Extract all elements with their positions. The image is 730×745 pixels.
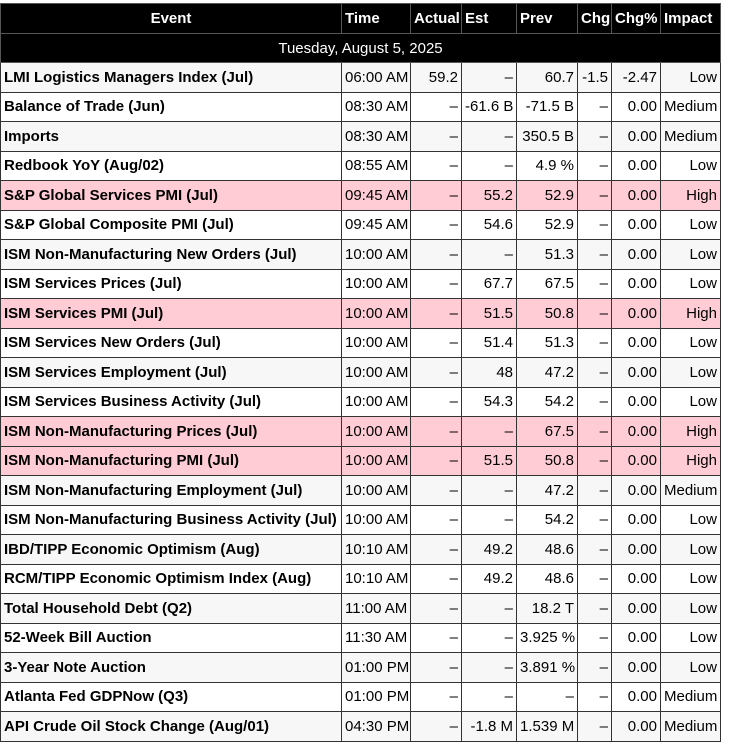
event-prev: 48.6	[517, 535, 578, 565]
event-actual: –	[411, 358, 462, 388]
event-chg-pct: 0.00	[612, 446, 661, 476]
date-group-row	[1, 34, 721, 63]
column-header-chg-pct[interactable]: Chg%	[612, 4, 661, 34]
event-time: 10:10 AM	[342, 535, 411, 565]
event-est: 49.2	[462, 564, 517, 594]
event-chg-pct: 0.00	[612, 535, 661, 565]
event-est: –	[462, 417, 517, 447]
event-actual: –	[411, 151, 462, 181]
table-row[interactable]	[1, 92, 721, 122]
event-actual: –	[411, 712, 462, 742]
column-header-actual[interactable]: Actual	[411, 4, 462, 34]
column-header-est[interactable]: Est	[462, 4, 517, 34]
event-chg-pct: 0.00	[612, 417, 661, 447]
event-chg-pct: 0.00	[612, 269, 661, 299]
event-impact: Low	[661, 63, 721, 93]
event-prev: 47.2	[517, 476, 578, 506]
event-impact: Low	[661, 151, 721, 181]
event-chg: –	[578, 653, 612, 683]
event-actual: –	[411, 505, 462, 535]
event-name: ISM Services Employment (Jul)	[1, 358, 342, 388]
event-est: –	[462, 594, 517, 624]
event-est: –	[462, 505, 517, 535]
event-name: ISM Non-Manufacturing PMI (Jul)	[1, 446, 342, 476]
event-chg-pct: 0.00	[612, 623, 661, 653]
event-name: RCM/TIPP Economic Optimism Index (Aug)	[1, 564, 342, 594]
event-est: –	[462, 151, 517, 181]
event-chg: –	[578, 387, 612, 417]
event-name: LMI Logistics Managers Index (Jul)	[1, 63, 342, 93]
event-est: –	[462, 63, 517, 93]
event-actual: –	[411, 387, 462, 417]
event-time: 10:00 AM	[342, 505, 411, 535]
event-actual: –	[411, 269, 462, 299]
event-actual: –	[411, 240, 462, 270]
event-chg-pct: 0.00	[612, 358, 661, 388]
table-row[interactable]	[1, 63, 721, 93]
event-impact: Medium	[661, 476, 721, 506]
event-time: 08:30 AM	[342, 122, 411, 152]
table-row[interactable]	[1, 151, 721, 181]
event-name: Total Household Debt (Q2)	[1, 594, 342, 624]
event-actual: –	[411, 92, 462, 122]
table-row[interactable]	[1, 623, 721, 653]
event-chg-pct: 0.00	[612, 240, 661, 270]
event-impact: Medium	[661, 92, 721, 122]
event-chg: –	[578, 240, 612, 270]
event-chg: –	[578, 417, 612, 447]
event-time: 10:00 AM	[342, 328, 411, 358]
table-row[interactable]	[1, 564, 721, 594]
event-name: Atlanta Fed GDPNow (Q3)	[1, 682, 342, 712]
event-impact: Low	[661, 240, 721, 270]
event-est: –	[462, 476, 517, 506]
event-name: ISM Services New Orders (Jul)	[1, 328, 342, 358]
event-actual: –	[411, 564, 462, 594]
event-prev: 52.9	[517, 181, 578, 211]
table-row[interactable]	[1, 387, 721, 417]
event-chg: –	[578, 446, 612, 476]
event-prev: –	[517, 682, 578, 712]
event-actual: –	[411, 476, 462, 506]
event-actual: –	[411, 682, 462, 712]
event-chg: –	[578, 476, 612, 506]
event-prev: 51.3	[517, 240, 578, 270]
event-impact: Low	[661, 210, 721, 240]
event-est: 55.2	[462, 181, 517, 211]
event-prev: 54.2	[517, 505, 578, 535]
event-name: ISM Non-Manufacturing Prices (Jul)	[1, 417, 342, 447]
event-time: 10:00 AM	[342, 446, 411, 476]
event-name: S&P Global Composite PMI (Jul)	[1, 210, 342, 240]
event-time: 01:00 PM	[342, 682, 411, 712]
event-time: 11:30 AM	[342, 623, 411, 653]
event-impact: Low	[661, 269, 721, 299]
event-name: ISM Non-Manufacturing New Orders (Jul)	[1, 240, 342, 270]
event-chg: –	[578, 358, 612, 388]
event-prev: 4.9 %	[517, 151, 578, 181]
event-prev: 47.2	[517, 358, 578, 388]
event-chg: –	[578, 122, 612, 152]
column-header-event[interactable]: Event	[1, 4, 342, 34]
event-impact: High	[661, 417, 721, 447]
table-row[interactable]	[1, 535, 721, 565]
event-chg-pct: 0.00	[612, 594, 661, 624]
event-chg-pct: 0.00	[612, 564, 661, 594]
event-actual: –	[411, 653, 462, 683]
event-prev: 350.5 B	[517, 122, 578, 152]
event-name: S&P Global Services PMI (Jul)	[1, 181, 342, 211]
event-time: 10:00 AM	[342, 299, 411, 329]
table-row[interactable]	[1, 712, 721, 742]
event-chg-pct: -2.47	[612, 63, 661, 93]
event-name: Redbook YoY (Aug/02)	[1, 151, 342, 181]
event-est: –	[462, 122, 517, 152]
event-prev: 51.3	[517, 328, 578, 358]
event-actual: –	[411, 210, 462, 240]
event-time: 09:45 AM	[342, 210, 411, 240]
event-est: 54.6	[462, 210, 517, 240]
event-est: 54.3	[462, 387, 517, 417]
event-prev: 52.9	[517, 210, 578, 240]
table-row[interactable]	[1, 269, 721, 299]
event-chg: –	[578, 594, 612, 624]
event-impact: Low	[661, 653, 721, 683]
event-name: IBD/TIPP Economic Optimism (Aug)	[1, 535, 342, 565]
event-est: 51.5	[462, 299, 517, 329]
event-impact: High	[661, 181, 721, 211]
event-chg-pct: 0.00	[612, 387, 661, 417]
event-chg: –	[578, 564, 612, 594]
event-time: 10:10 AM	[342, 564, 411, 594]
event-actual: –	[411, 181, 462, 211]
event-chg: –	[578, 181, 612, 211]
event-time: 06:00 AM	[342, 63, 411, 93]
event-chg-pct: 0.00	[612, 92, 661, 122]
column-header-chg[interactable]: Chg	[578, 4, 612, 34]
table-row[interactable]	[1, 181, 721, 211]
event-actual: –	[411, 535, 462, 565]
column-header-prev[interactable]: Prev	[517, 4, 578, 34]
event-impact: Low	[661, 505, 721, 535]
table-row[interactable]	[1, 240, 721, 270]
event-chg-pct: 0.00	[612, 653, 661, 683]
table-row[interactable]	[1, 122, 721, 152]
event-actual: –	[411, 623, 462, 653]
event-name: API Crude Oil Stock Change (Aug/01)	[1, 712, 342, 742]
table-row[interactable]	[1, 417, 721, 447]
event-impact: Low	[661, 328, 721, 358]
event-chg: –	[578, 505, 612, 535]
event-time: 11:00 AM	[342, 594, 411, 624]
event-actual: –	[411, 446, 462, 476]
event-impact: Low	[661, 594, 721, 624]
event-est: 48	[462, 358, 517, 388]
event-time: 08:30 AM	[342, 92, 411, 122]
event-impact: High	[661, 446, 721, 476]
event-prev: -71.5 B	[517, 92, 578, 122]
event-name: ISM Services Business Activity (Jul)	[1, 387, 342, 417]
event-time: 01:00 PM	[342, 653, 411, 683]
table-row[interactable]	[1, 328, 721, 358]
event-chg-pct: 0.00	[612, 505, 661, 535]
event-prev: 50.8	[517, 446, 578, 476]
event-prev: 1.539 M	[517, 712, 578, 742]
event-time: 10:00 AM	[342, 387, 411, 417]
event-time: 10:00 AM	[342, 476, 411, 506]
event-chg-pct: 0.00	[612, 151, 661, 181]
event-est: –	[462, 240, 517, 270]
event-est: -61.6 B	[462, 92, 517, 122]
table-row[interactable]	[1, 210, 721, 240]
column-header-time[interactable]: Time	[342, 4, 411, 34]
event-time: 04:30 PM	[342, 712, 411, 742]
event-chg-pct: 0.00	[612, 476, 661, 506]
event-chg: –	[578, 535, 612, 565]
event-prev: 50.8	[517, 299, 578, 329]
event-chg: –	[578, 92, 612, 122]
event-time: 10:00 AM	[342, 269, 411, 299]
event-time: 10:00 AM	[342, 358, 411, 388]
event-prev: 3.891 %	[517, 653, 578, 683]
table-row[interactable]	[1, 476, 721, 506]
event-impact: Low	[661, 358, 721, 388]
event-est: 67.7	[462, 269, 517, 299]
event-prev: 3.925 %	[517, 623, 578, 653]
table-row[interactable]	[1, 358, 721, 388]
event-est: 51.5	[462, 446, 517, 476]
event-actual: –	[411, 299, 462, 329]
event-chg: -1.5	[578, 63, 612, 93]
event-prev: 48.6	[517, 564, 578, 594]
event-impact: Low	[661, 387, 721, 417]
event-prev: 67.5	[517, 417, 578, 447]
table-row[interactable]	[1, 505, 721, 535]
table-row[interactable]	[1, 594, 721, 624]
event-chg-pct: 0.00	[612, 299, 661, 329]
event-name: ISM Services Prices (Jul)	[1, 269, 342, 299]
table-row[interactable]	[1, 653, 721, 683]
event-est: –	[462, 653, 517, 683]
event-time: 10:00 AM	[342, 240, 411, 270]
event-est: 51.4	[462, 328, 517, 358]
event-chg-pct: 0.00	[612, 682, 661, 712]
event-actual: 59.2	[411, 63, 462, 93]
event-est: 49.2	[462, 535, 517, 565]
event-name: ISM Non-Manufacturing Business Activity (Jul)	[1, 505, 342, 535]
event-chg: –	[578, 299, 612, 329]
event-chg-pct: 0.00	[612, 210, 661, 240]
event-chg-pct: 0.00	[612, 712, 661, 742]
event-impact: Medium	[661, 682, 721, 712]
event-est: –	[462, 682, 517, 712]
event-prev: 60.7	[517, 63, 578, 93]
event-name: 52-Week Bill Auction	[1, 623, 342, 653]
economic-calendar-table	[0, 3, 721, 742]
event-chg: –	[578, 682, 612, 712]
event-time: 08:55 AM	[342, 151, 411, 181]
event-impact: Medium	[661, 712, 721, 742]
event-actual: –	[411, 122, 462, 152]
event-actual: –	[411, 594, 462, 624]
event-actual: –	[411, 328, 462, 358]
event-actual: –	[411, 417, 462, 447]
event-chg-pct: 0.00	[612, 181, 661, 211]
date-group-label: Tuesday, August 5, 2025	[1, 34, 721, 63]
event-impact: Low	[661, 564, 721, 594]
table-row[interactable]	[1, 446, 721, 476]
event-chg: –	[578, 328, 612, 358]
event-chg: –	[578, 269, 612, 299]
event-est: -1.8 M	[462, 712, 517, 742]
event-name: Imports	[1, 122, 342, 152]
event-est: –	[462, 623, 517, 653]
event-chg: –	[578, 712, 612, 742]
event-chg: –	[578, 623, 612, 653]
event-prev: 54.2	[517, 387, 578, 417]
event-chg-pct: 0.00	[612, 328, 661, 358]
table-row[interactable]	[1, 682, 721, 712]
event-time: 09:45 AM	[342, 181, 411, 211]
event-impact: Medium	[661, 122, 721, 152]
event-prev: 18.2 T	[517, 594, 578, 624]
column-header-impact[interactable]: Impact	[661, 4, 721, 34]
event-impact: Low	[661, 535, 721, 565]
event-name: ISM Non-Manufacturing Employment (Jul)	[1, 476, 342, 506]
table-row[interactable]	[1, 299, 721, 329]
event-name: ISM Services PMI (Jul)	[1, 299, 342, 329]
event-impact: High	[661, 299, 721, 329]
event-chg: –	[578, 210, 612, 240]
event-impact: Low	[661, 623, 721, 653]
event-prev: 67.5	[517, 269, 578, 299]
event-name: 3-Year Note Auction	[1, 653, 342, 683]
event-chg: –	[578, 151, 612, 181]
event-chg-pct: 0.00	[612, 122, 661, 152]
event-name: Balance of Trade (Jun)	[1, 92, 342, 122]
event-time: 10:00 AM	[342, 417, 411, 447]
header-row	[1, 4, 721, 34]
